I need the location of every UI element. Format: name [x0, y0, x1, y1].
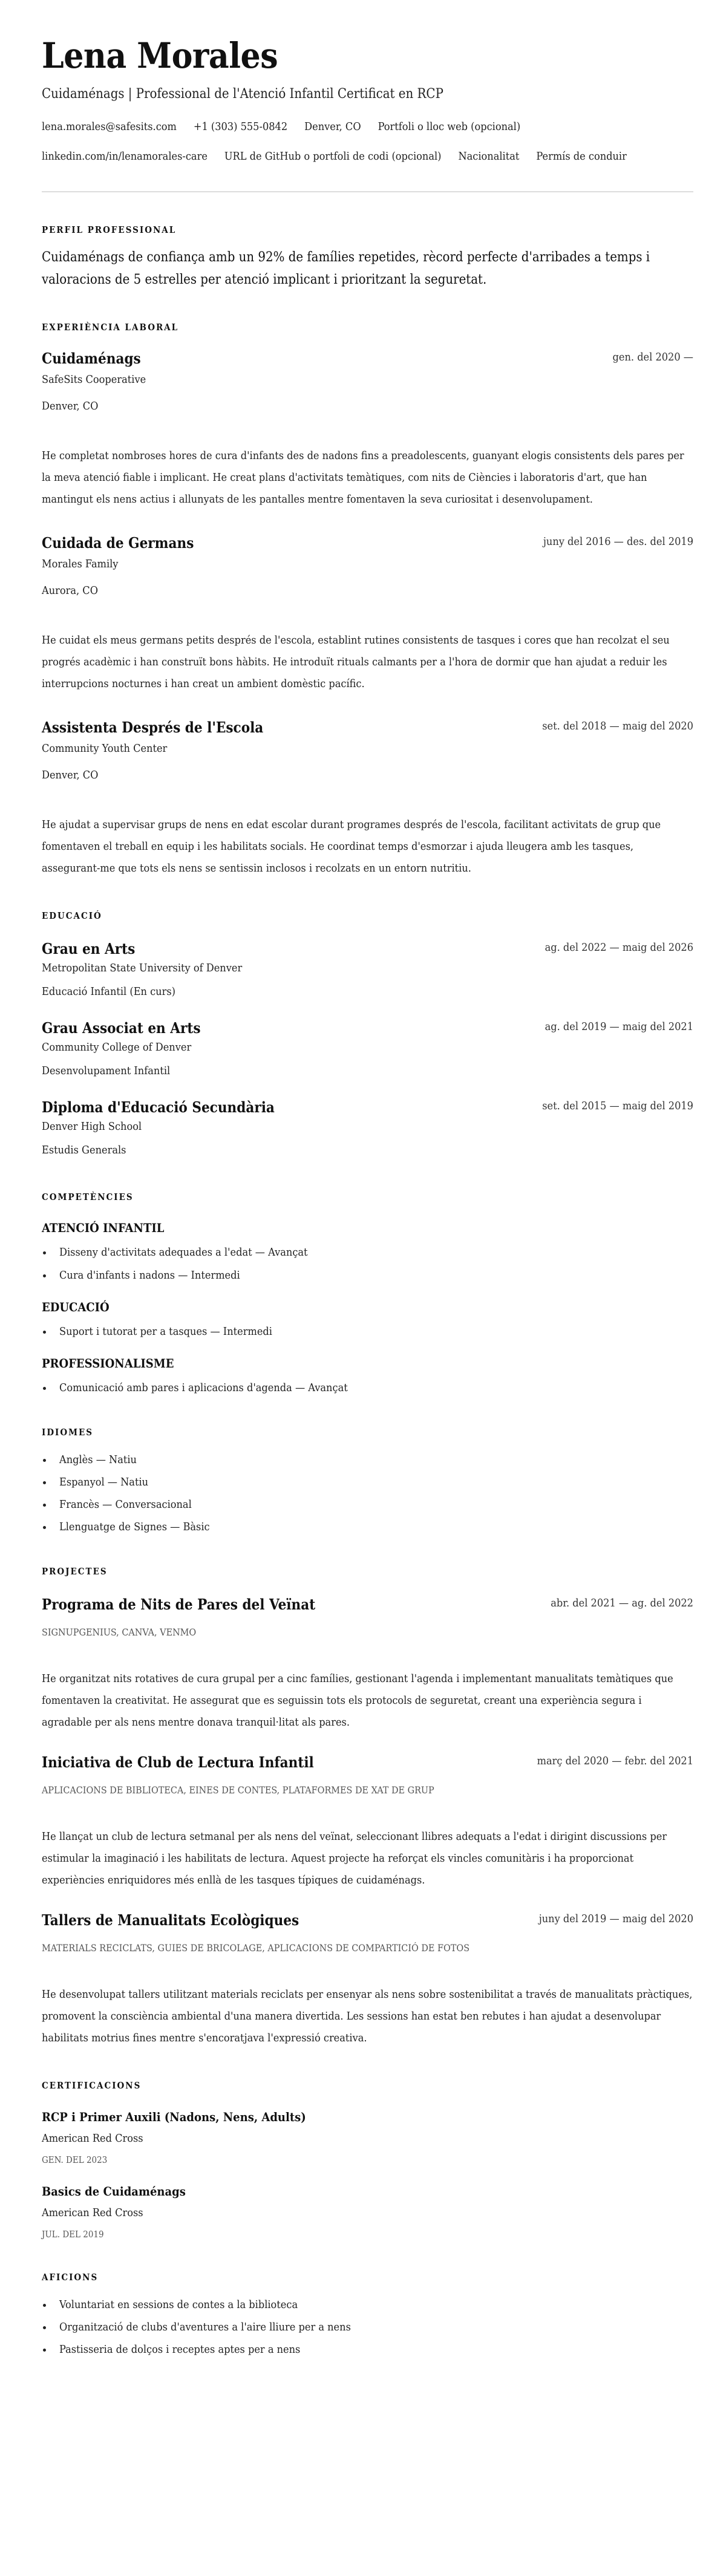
bullet-icon — [43, 2304, 46, 2307]
certification-entry — [42, 2108, 693, 2167]
job-description: He completat nombroses hores de cura d'infants des de nadons fins a preadolescents, guanyant elogis consistents dels pares per la meva atenció fiable i implicant. He creat plans d'activitats temàtiques, com nits de Ciències i laboratoris d'art, que han mantingut els nens actius i allunyats de les pantalles mentre fomentaven la seva curiositat i desenvolupament. — [42, 449, 684, 506]
contact-email[interactable]: lena.morales@safesits.com — [42, 120, 177, 133]
language-item — [42, 1452, 693, 1468]
certification-title: Basics de Cuidaménags — [42, 2184, 186, 2199]
skill-text: Comunicació amb pares i aplicacions d'agenda — Avançat — [59, 1381, 348, 1394]
skill-list — [42, 1380, 693, 1396]
job-title: Cuidaménags — [42, 350, 141, 367]
certification-date: GEN. DEL 2023 — [42, 2154, 108, 2165]
project-tools: SIGNUPGENIUS, CANVA, VENMO — [42, 1626, 197, 1638]
skill-item — [42, 1324, 693, 1340]
contact-github[interactable]: URL de GitHub o portfoli de codi (opcional) — [224, 150, 442, 163]
education-dates: ag. del 2019 — maig del 2021 — [544, 1020, 693, 1033]
education-entry — [42, 1019, 693, 1079]
language-item — [42, 1475, 693, 1490]
bullet-icon — [43, 1251, 46, 1254]
language-item — [42, 1519, 693, 1535]
skill-category: EDUCACIÓ — [42, 1300, 110, 1314]
contact-info — [42, 119, 693, 165]
job-entry — [42, 350, 693, 510]
certification-title: RCP i Primer Auxili (Nadons, Nens, Adults) — [42, 2110, 306, 2124]
job-entry — [42, 719, 693, 879]
section-heading: COMPETÈNCIES — [42, 1192, 134, 1202]
skills-section — [42, 1191, 693, 1396]
section-heading: EXPERIÈNCIA LABORAL — [42, 322, 179, 333]
project-description: He desenvolupat tallers utilitzant materials reciclats per ensenyar als nens sobre sostenibilitat a través de manualitats pràctiques, promovent la consciència ambiental d'una manera divertida. Les sessions han estat ben rebutes i han ajudat a desenvolupar habilitats motrius fines mentre s'encoratjava l'expressió creativa. — [42, 1988, 693, 2044]
skill-text: Cura d'infants i nadons — Intermedi — [59, 1269, 240, 1282]
bullet-icon — [43, 2349, 46, 2352]
bullet-icon — [43, 1526, 46, 1529]
bullet-icon — [43, 2326, 46, 2329]
languages-section — [42, 1426, 693, 1535]
skill-text: Suport i tutorat per a tasques — Intermedi — [59, 1325, 272, 1338]
education-dates: ag. del 2022 — maig del 2026 — [544, 941, 693, 954]
candidate-name: Lena Morales — [42, 35, 278, 76]
summary-text: Cuidaménags de confiança amb un 92% de famílies repetides, rècord perfecte d'arribades a temps i valoracions de 5 estrelles per atenció implicant i prioritzant la seguretat. — [42, 250, 650, 287]
project-dates: juny del 2019 — maig del 2020 — [538, 1912, 693, 1925]
skill-category: ATENCIÓ INFANTIL — [42, 1221, 165, 1235]
skill-list — [42, 1245, 693, 1283]
project-entry — [42, 1753, 693, 1891]
project-entry — [42, 1596, 693, 1733]
language-text: Llenguatge de Signes — Bàsic — [59, 1521, 210, 1533]
job-dates: juny del 2016 — des. del 2019 — [543, 535, 693, 548]
language-text: Espanyol — Natiu — [59, 1476, 149, 1489]
section-heading: EDUCACIÓ — [42, 910, 102, 921]
contact-portfolio[interactable]: Portfoli o lloc web (opcional) — [378, 120, 521, 133]
job-entry — [42, 534, 693, 695]
hobby-text: Organització de clubs d'aventures a l'aire lliure per a nens — [59, 2321, 351, 2333]
contact-linkedin[interactable]: linkedin.com/in/lenamorales-care — [42, 150, 208, 163]
section-heading: AFICIONS — [42, 2272, 99, 2283]
certification-issuer: American Red Cross — [42, 2132, 143, 2145]
hobby-item — [42, 2320, 693, 2335]
skill-text: Disseny d'activitats adequades a l'edat — Avançat — [59, 1246, 308, 1259]
project-title: Programa de Nits de Pares del Veïnat — [42, 1596, 316, 1613]
certification-date: JUL. DEL 2019 — [42, 2229, 104, 2240]
language-list — [42, 1452, 693, 1535]
certification-entry — [42, 2182, 693, 2241]
hobby-item — [42, 2342, 693, 2358]
projects-section — [42, 1565, 693, 2049]
resume — [42, 36, 693, 2358]
job-location: Denver, CO — [42, 769, 99, 781]
contact-nationality: Nacionalitat — [458, 150, 520, 163]
project-description: He llançat un club de lectura setmanal per als nens del veïnat, seleccionant llibres adequats a l'edat i dirigint discussions per estimular la imaginació i les habilitats de lectura. Aquest projecte ha reforçat els vincles comunitàris i ha proporcionat experiències enriquidores més enllà de les tasques típiques de cuidaménags. — [42, 1830, 667, 1886]
section-heading: CERTIFICACIONS — [42, 2080, 142, 2091]
job-company: SafeSits Cooperative — [42, 373, 146, 386]
job-dates: gen. del 2020 — — [612, 351, 693, 364]
language-text: Francès — Conversacional — [59, 1498, 192, 1511]
job-description: He cuidat els meus germans petits després de l'escola, establint rutines consistents de tasques i cores que han recolzat el seu progrés acadèmic i han construït bons hàbits. He introduït rituals calmants per a l'hora de dormir que han ajudat a reduir les interrupcions nocturnes i han creat un ambient domèstic pacífic. — [42, 634, 670, 690]
experience-section — [42, 321, 693, 879]
hobby-item — [42, 2297, 693, 2313]
candidate-headline: Cuidaménags | Professional de l'Atenció Infantil Certificat en RCP — [42, 86, 443, 102]
header-divider — [42, 191, 693, 192]
school-name: Metropolitan State University of Denver — [42, 962, 243, 974]
education-section — [42, 910, 693, 1158]
bullet-icon — [43, 1504, 46, 1507]
bullet-icon — [43, 1274, 46, 1277]
hobby-text: Voluntariat en sessions de contes a la biblioteca — [59, 2298, 298, 2311]
bullet-icon — [43, 1387, 46, 1390]
degree-title: Grau Associat en Arts — [42, 1019, 201, 1037]
school-name: Denver High School — [42, 1120, 142, 1133]
project-dates: març del 2020 — febr. del 2021 — [537, 1755, 693, 1767]
project-tools: APLICACIONS DE BIBLIOTECA, EINES DE CONTES, PLATAFORMES DE XAT DE GRUP — [42, 1784, 434, 1796]
section-heading: PROJECTES — [42, 1566, 108, 1577]
job-dates: set. del 2018 — maig del 2020 — [542, 720, 693, 732]
certification-issuer: American Red Cross — [42, 2206, 143, 2219]
degree-title: Diploma d'Educació Secundària — [42, 1098, 275, 1116]
field-of-study: Desenvolupament Infantil — [42, 1065, 171, 1077]
skill-item — [42, 1245, 693, 1260]
job-title: Cuidada de Germans — [42, 534, 194, 552]
hobbies-section — [42, 2271, 693, 2358]
hobby-text: Pastisseria de dolços i receptes aptes per a nens — [59, 2343, 301, 2356]
job-company: Community Youth Center — [42, 742, 168, 755]
certifications-section — [42, 2079, 693, 2241]
project-tools: MATERIALS RECICLATS, GUIES DE BRICOLAGE, APLICACIONS DE COMPARTICIÓ DE FOTOS — [42, 1942, 470, 1954]
job-location: Denver, CO — [42, 400, 99, 412]
job-description: He ajudat a supervisar grups de nens en edat escolar durant programes després de l'escola, facilitant activitats de grup que fomentaven el treball en equip i les habilitats socials. He coordinat temps d'esmorzar i ajuda lleugera amb les tasques, assegurant-me que tots els nens se sentissin inclosos i recolzats en un entorn nutritiu. — [42, 818, 661, 875]
bullet-icon — [43, 1459, 46, 1462]
section-heading: IDIOMES — [42, 1427, 94, 1438]
project-title: Tallers de Manualitats Ecològiques — [42, 1911, 299, 1929]
resume-header — [42, 36, 693, 165]
degree-title: Grau en Arts — [42, 940, 136, 957]
school-name: Community College of Denver — [42, 1041, 192, 1054]
education-entry — [42, 940, 693, 1000]
job-location: Aurora, CO — [42, 584, 98, 597]
bullet-icon — [43, 1331, 46, 1334]
skill-item — [42, 1380, 693, 1396]
skill-item — [42, 1268, 693, 1283]
project-description: He organitzat nits rotatives de cura grupal per a cinc famílies, gestionant l'agenda i implementant manualitats temàtiques que fomentaven la creativitat. He assegurat que es seguissin tots els protocols de seguretat, creant una experiència segura i agradable per als nens mentre donava tranquil·litat als pares. — [42, 1672, 673, 1729]
job-title: Assistenta Després de l'Escola — [42, 719, 264, 736]
language-item — [42, 1497, 693, 1513]
bullet-icon — [43, 1481, 46, 1484]
project-title: Iniciativa de Club de Lectura Infantil — [42, 1753, 314, 1771]
language-text: Anglès — Natiu — [59, 1453, 137, 1466]
summary-section — [42, 224, 693, 291]
education-entry — [42, 1098, 693, 1158]
project-entry — [42, 1911, 693, 2049]
section-heading: PERFIL PROFESSIONAL — [42, 224, 177, 235]
education-dates: set. del 2015 — maig del 2019 — [542, 1100, 693, 1112]
skill-category: PROFESSIONALISME — [42, 1356, 174, 1371]
field-of-study: Estudis Generals — [42, 1144, 126, 1156]
job-company: Morales Family — [42, 558, 119, 570]
field-of-study: Educació Infantil (En curs) — [42, 985, 175, 998]
contact-driving-license: Permís de conduir — [536, 150, 627, 163]
contact-phone: +1 (303) 555-0842 — [193, 120, 288, 133]
contact-location: Denver, CO — [304, 120, 361, 133]
skill-list — [42, 1324, 693, 1340]
hobby-list — [42, 2297, 693, 2358]
project-dates: abr. del 2021 — ag. del 2022 — [551, 1597, 693, 1609]
